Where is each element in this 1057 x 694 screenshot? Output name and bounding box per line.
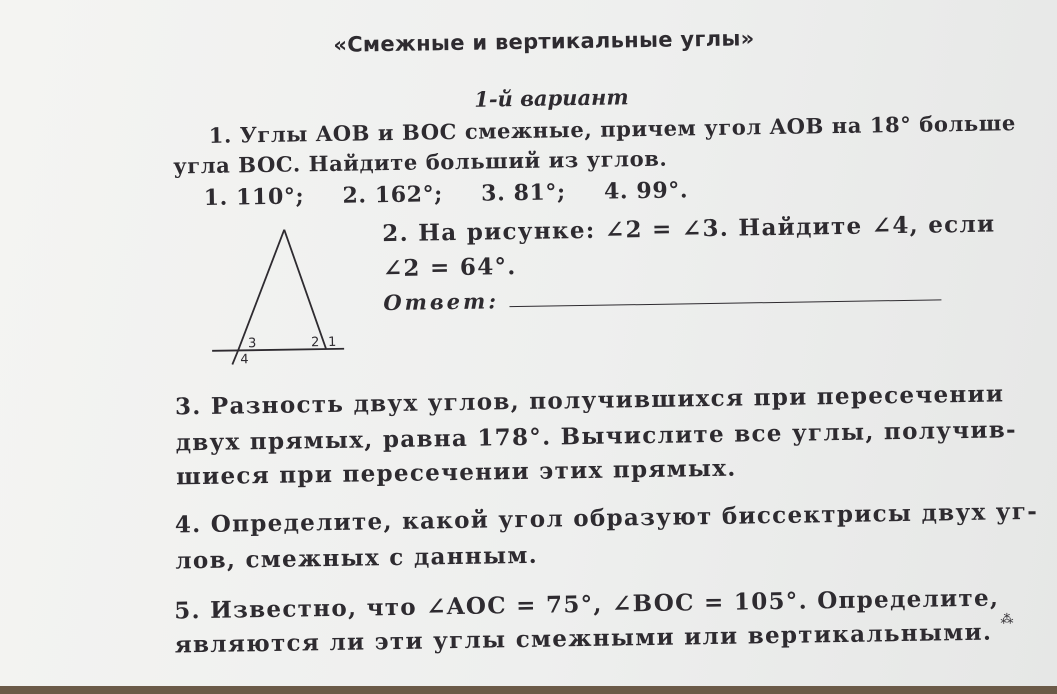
task5-line2: являются ли эти углы смежными или вертикальными. xyxy=(174,618,993,659)
angle-4-label: 4 xyxy=(240,352,249,368)
left-side-extension xyxy=(232,350,238,364)
task1-choices xyxy=(204,177,719,211)
answer-label: Ответ: xyxy=(383,288,500,316)
task2-line1: 2. На рисунке: ∠2 = ∠3. Найдите ∠4, если xyxy=(382,210,996,248)
task4-line2: лов, смежных с данным. xyxy=(175,541,539,575)
corner-mark: ⁂ xyxy=(1000,612,1014,628)
task3-line2: двух прямых, равна 178°. Вычислите все углы, получив- xyxy=(175,416,1018,457)
task1-choice-2: 2. 162°; xyxy=(342,181,444,209)
task2-line2: ∠2 = 64°. xyxy=(382,253,517,283)
angle-3-label: 3 xyxy=(247,336,257,352)
base-line xyxy=(212,349,344,351)
worksheet-title: «Смежные и вертикальные углы» xyxy=(333,26,755,57)
answer-line xyxy=(509,299,941,307)
task1-choice-1: 1. 110°; xyxy=(203,183,305,211)
task3-line3: шиеся при пересечении этих прямых. xyxy=(175,454,737,491)
task1-line1: 1. Углы AOB и BOC смежные, причем угол AOB на 18° больше xyxy=(208,110,1017,148)
angle-2-label: 2 xyxy=(310,335,320,351)
task1-choice-3: 3. 81°; xyxy=(480,179,566,207)
task1-choice-4: 4. 99°. xyxy=(603,177,689,205)
task3-line1: 3. Разность двух углов, получившихся при пересечении xyxy=(174,380,1005,421)
task5-line1: 5. Известно, что ∠AOC = 75°, ∠BOC = 105°. Определите, xyxy=(174,584,1000,625)
triangle-figure xyxy=(206,225,358,372)
triangle-left-side xyxy=(236,230,286,351)
triangle-right-side xyxy=(284,229,326,350)
angle-1-label: 1 xyxy=(327,334,337,351)
task4-line1: 4. Определите, какой угол образуют биссектрисы двух уг- xyxy=(174,497,1039,539)
task1-line2: угла BOC. Найдите больший из углов. xyxy=(173,145,668,179)
variant-heading: 1-й вариант xyxy=(474,84,629,112)
